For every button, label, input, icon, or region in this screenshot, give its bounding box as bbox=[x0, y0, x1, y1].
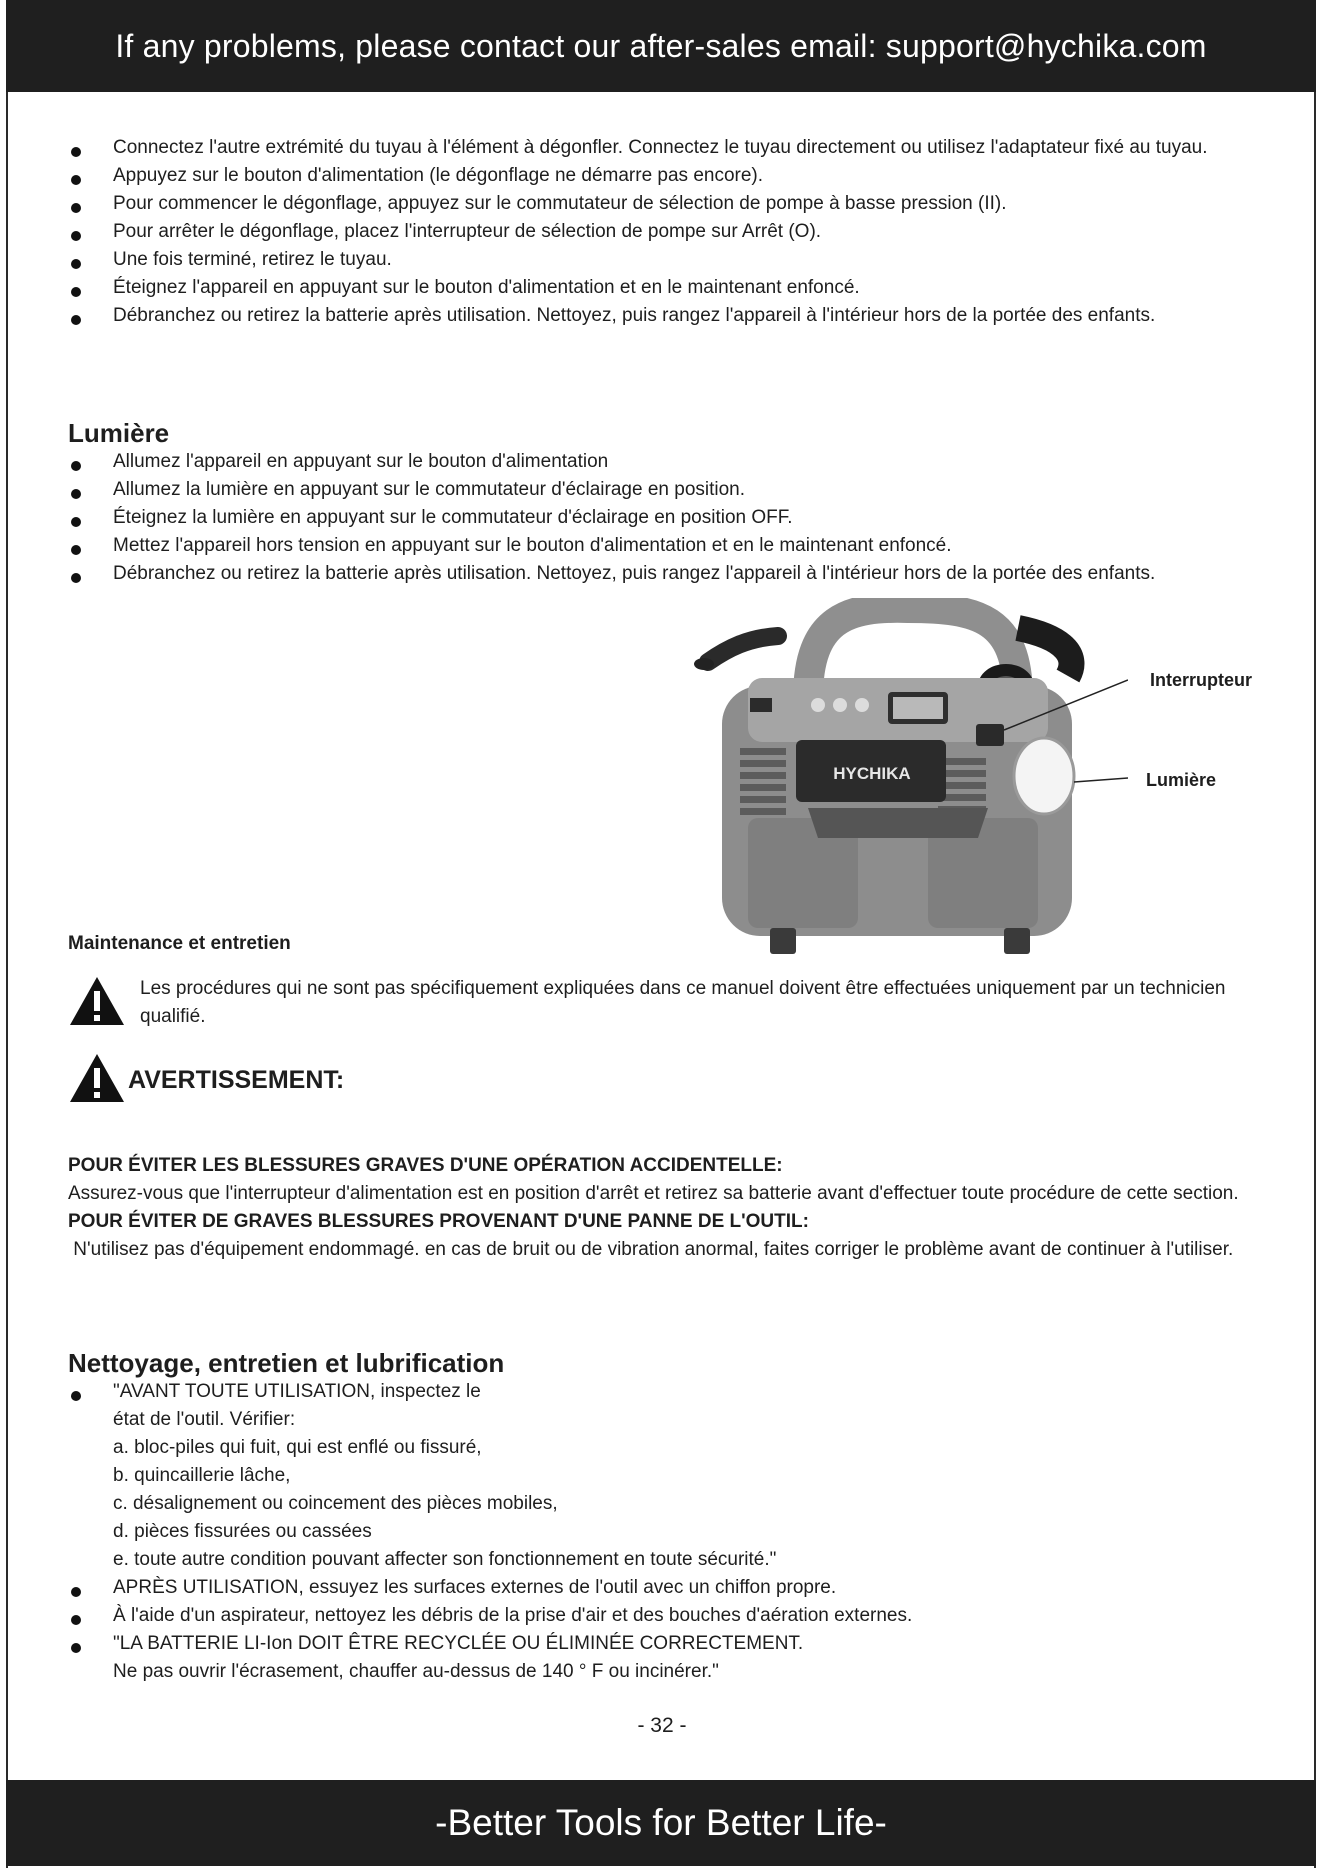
sub-item: c. désalignement ou coincement des pièces mobiles, bbox=[113, 1493, 558, 1514]
warning-icon bbox=[68, 975, 126, 1027]
list-item: À l'aide d'un aspirateur, nettoyez les débris de la prise d'air et des bouches d'aération externes. bbox=[68, 1602, 1260, 1630]
slogan-footer bbox=[6, 1780, 1316, 1866]
sub-item: a. bloc-piles qui fuit, qui est enflé ou fissuré, bbox=[113, 1437, 482, 1458]
list-item bbox=[68, 1378, 1260, 1574]
warning-block bbox=[68, 1052, 344, 1104]
injury-text-2: N'utilisez pas d'équipement endommagé. en cas de bruit ou de vibration anormal, faites corriger le problème avant de continuer à l'utiliser. bbox=[68, 1239, 1234, 1260]
cleaning-list bbox=[68, 1378, 1260, 1686]
list-item: Pour arrêter le dégonflage, placez l'interrupteur de sélection de pompe sur Arrêt (O). bbox=[68, 218, 1260, 246]
warning-icon bbox=[68, 1052, 126, 1104]
intro-list bbox=[68, 134, 1260, 330]
list-item: Mettez l'appareil hors tension en appuyant sur le bouton d'alimentation et en le maintenant enfoncé. bbox=[68, 532, 1260, 560]
lumiere-heading: Lumière bbox=[68, 418, 170, 448]
cleaning-bullet-1-line-1: "AVANT TOUTE UTILISATION, inspectez le bbox=[113, 1381, 481, 1402]
air-compressor-illustration bbox=[688, 598, 1128, 960]
list-item: APRÈS UTILISATION, essuyez les surfaces externes de l'outil avec un chiffon propre. bbox=[68, 1574, 1260, 1602]
list-item: Allumez la lumière en appuyant sur le commutateur d'éclairage en position. bbox=[68, 476, 1260, 504]
page-number: - 32 - bbox=[637, 1714, 687, 1737]
list-item: Éteignez la lumière en appuyant sur le commutateur d'éclairage en position OFF. bbox=[68, 504, 1260, 532]
intro-section bbox=[68, 134, 1260, 330]
cleaning-heading: Nettoyage, entretien et lubrification bbox=[68, 1348, 505, 1378]
list-item: Éteignez l'appareil en appuyant sur le bouton d'alimentation et en le maintenant enfoncé. bbox=[68, 274, 1260, 302]
sub-item: b. quincaillerie lâche, bbox=[113, 1465, 291, 1486]
list-item: Débranchez ou retirez la batterie après utilisation. Nettoyez, puis rangez l'appareil à l'intérieur hors de la portée des enfants. bbox=[68, 302, 1260, 330]
cleaning-section bbox=[68, 1348, 1260, 1686]
list-item: Appuyez sur le bouton d'alimentation (le dégonflage ne démarre pas encore). bbox=[68, 162, 1260, 190]
injury-heading-2: POUR ÉVITER DE GRAVES BLESSURES PROVENANT D'UNE PANNE DE L'OUTIL: bbox=[68, 1211, 809, 1232]
label-light: Lumière bbox=[1146, 770, 1217, 790]
list-item: Une fois terminé, retirez le tuyau. bbox=[68, 246, 1260, 274]
list-item: Connectez l'autre extrémité du tuyau à l'élément à dégonfler. Connectez le tuyau directement ou utilisez l'adaptateur fixé au tuyau. bbox=[68, 134, 1260, 162]
switch-icon bbox=[976, 724, 1004, 746]
light-lens bbox=[1014, 738, 1074, 814]
label-switch: Interrupteur bbox=[1150, 670, 1253, 690]
injury-text-1: Assurez-vous que l'interrupteur d'alimentation est en position d'arrêt et retirez sa batterie avant d'effectuer toute procédure de cette section. bbox=[68, 1183, 1239, 1204]
cleaning-bullet-1-line-2: état de l'outil. Vérifier: bbox=[113, 1409, 296, 1430]
list-item: Pour commencer le dégonflage, appuyez sur le commutateur de sélection de pompe à basse pression (II). bbox=[68, 190, 1260, 218]
list-item: Débranchez ou retirez la batterie après utilisation. Nettoyez, puis rangez l'appareil à l'intérieur hors de la portée des enfants. bbox=[68, 560, 1260, 588]
warning-title: AVERTISSEMENT: bbox=[128, 1066, 345, 1094]
brand-logo: HYCHIKA bbox=[833, 764, 911, 783]
maintenance-heading: Maintenance et entretien bbox=[68, 933, 291, 954]
slogan-text: -Better Tools for Better Life- bbox=[435, 1802, 887, 1843]
injury-heading-1: POUR ÉVITER LES BLESSURES GRAVES D'UNE OPÉRATION ACCIDENTELLE: bbox=[68, 1155, 783, 1176]
cleaning-bullet-4-line-1: "LA BATTERIE LI-Ion DOIT ÊTRE RECYCLÉE OU ÉLIMINÉE CORRECTEMENT. bbox=[113, 1633, 804, 1654]
sub-item: e. toute autre condition pouvant affecter son fonctionnement en toute sécurité." bbox=[113, 1549, 777, 1570]
injury-section bbox=[68, 1152, 1260, 1264]
support-header bbox=[6, 0, 1316, 92]
notice-text: Les procédures qui ne sont pas spécifiquement expliquées dans ce manuel doivent être effectuées uniquement par un technicien qualifié. bbox=[140, 978, 1226, 1027]
lumiere-list bbox=[68, 448, 1260, 588]
maintenance-notice bbox=[68, 975, 1238, 1031]
list-item: Allumez l'appareil en appuyant sur le bouton d'alimentation bbox=[68, 448, 1260, 476]
sub-item: d. pièces fissurées ou cassées bbox=[113, 1521, 372, 1542]
support-header-text: If any problems, please contact our after-sales email: support@hychika.com bbox=[115, 27, 1207, 64]
lumiere-section bbox=[68, 418, 1260, 588]
cleaning-bullet-4-line-2: Ne pas ouvrir l'écrasement, chauffer au-dessus de 140 ° F ou incinérer." bbox=[113, 1661, 719, 1682]
list-item bbox=[68, 1630, 1260, 1686]
